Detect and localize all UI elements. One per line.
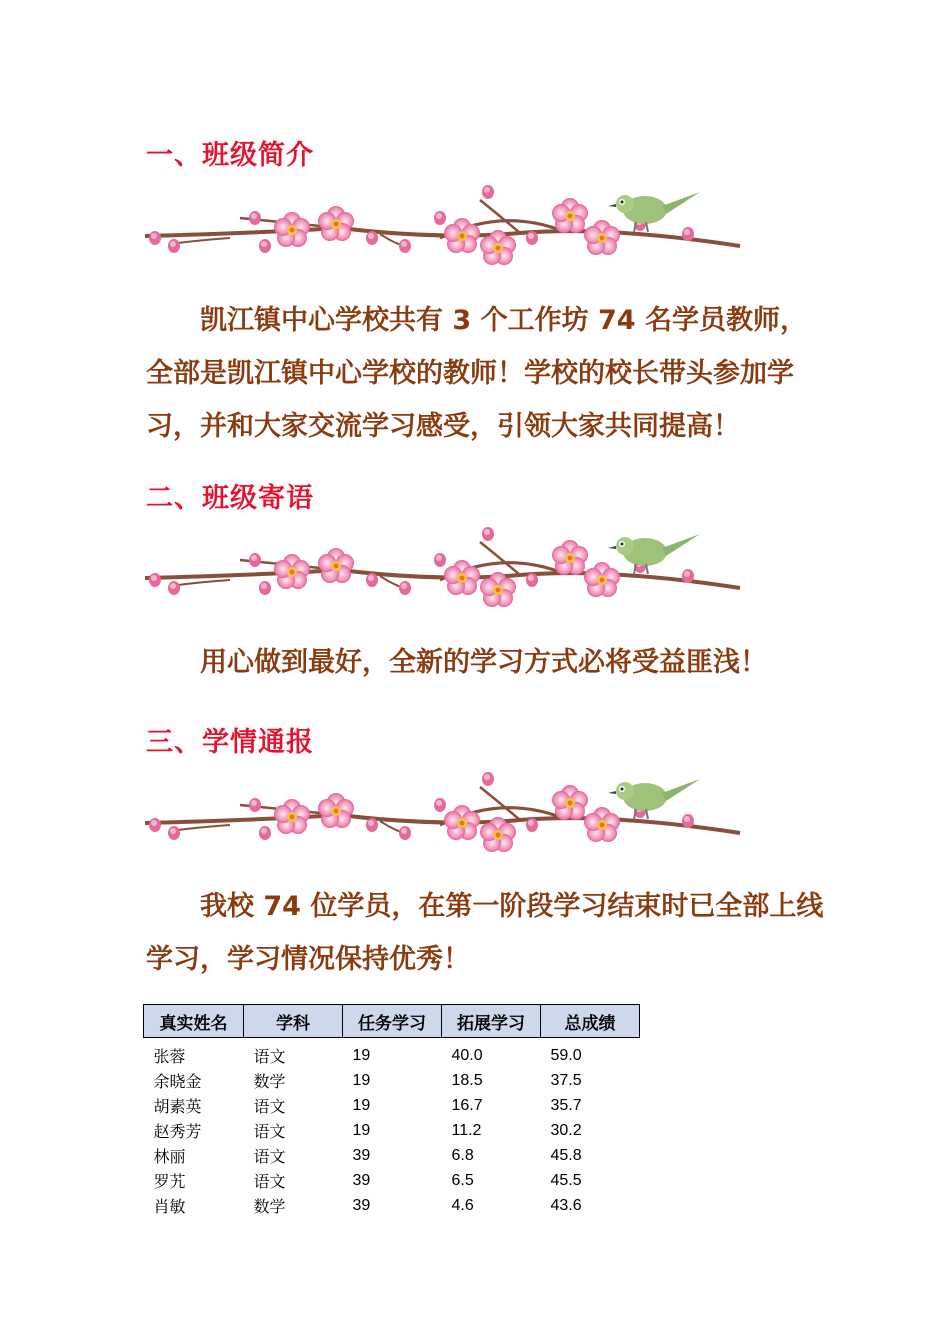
- cell-name: 赵秀芳: [153, 1122, 202, 1141]
- cell-total: 43.6: [550, 1196, 582, 1214]
- column-header-task: 任务学习: [343, 1005, 442, 1038]
- student-scores-table: [143, 1004, 640, 1218]
- cell-extended: 6.5: [451, 1171, 474, 1189]
- table-row: [144, 1093, 640, 1118]
- section-heading-intro: 一、班级简介: [146, 140, 314, 171]
- cell-name: 张蓉: [153, 1047, 186, 1066]
- table-header-row: [144, 1005, 640, 1038]
- cell-total: 45.8: [550, 1146, 582, 1164]
- cell-extended: 11.2: [451, 1121, 482, 1139]
- table-row: [144, 1068, 640, 1093]
- cell-subject: 语文: [253, 1147, 286, 1166]
- cell-task: 19: [352, 1121, 371, 1139]
- section-heading-message: 二、班级寄语: [146, 483, 314, 514]
- table-row: [144, 1193, 640, 1218]
- section-paragraph-intro: 凯江镇中心学校共有 3 个工作坊 74 名学员教师，全部是凯江镇中心学校的教师！学校的校长带头参加学习，并和大家交流学习感受，引领大家共同提高！: [146, 305, 807, 442]
- cell-name: 肖敏: [153, 1197, 186, 1216]
- cell-total: 35.7: [550, 1096, 582, 1114]
- cell-subject: 数学: [253, 1197, 286, 1216]
- column-header-total: 总成绩: [541, 1005, 640, 1038]
- cell-task: 39: [352, 1146, 371, 1164]
- table-row: [144, 1168, 640, 1193]
- table-row: [144, 1143, 640, 1168]
- section-paragraph-report: 我校 74 位学员，在第一阶段学习结束时已全部上线学习，学习情况保持优秀！: [146, 891, 824, 975]
- cell-name: 罗艽: [153, 1172, 186, 1191]
- cell-task: 19: [352, 1096, 371, 1114]
- cell-total: 37.5: [550, 1071, 582, 1089]
- cell-extended: 40.0: [451, 1046, 483, 1064]
- column-header-name: 真实姓名: [144, 1005, 244, 1038]
- plum-blossom-branch-divider: [140, 178, 750, 268]
- cell-total: 45.5: [550, 1171, 582, 1189]
- cell-name: 林丽: [153, 1147, 186, 1166]
- table-row: [144, 1043, 640, 1068]
- cell-total: 30.2: [550, 1121, 582, 1139]
- plum-blossom-branch-divider: [140, 520, 750, 610]
- cell-name: 胡素英: [153, 1097, 202, 1116]
- table-row: [144, 1118, 640, 1143]
- cell-extended: 6.8: [451, 1146, 474, 1164]
- cell-subject: 语文: [253, 1097, 286, 1116]
- plum-blossom-branch-divider: [140, 765, 750, 855]
- cell-subject: 数学: [253, 1072, 286, 1091]
- cell-subject: 语文: [253, 1122, 286, 1141]
- cell-task: 39: [352, 1171, 371, 1189]
- section-heading-report: 三、学情通报: [146, 727, 314, 758]
- cell-extended: 4.6: [451, 1196, 474, 1214]
- column-header-subject: 学科: [244, 1005, 343, 1038]
- cell-extended: 16.7: [451, 1096, 483, 1114]
- cell-task: 19: [352, 1046, 371, 1064]
- section-paragraph-message: 用心做到最好，全新的学习方式必将受益匪浅！: [200, 647, 767, 678]
- cell-subject: 语文: [253, 1172, 286, 1191]
- cell-extended: 18.5: [451, 1071, 483, 1089]
- cell-name: 余晓金: [153, 1072, 202, 1091]
- column-header-extended: 拓展学习: [442, 1005, 541, 1038]
- cell-task: 19: [352, 1071, 371, 1089]
- cell-task: 39: [352, 1196, 371, 1214]
- cell-total: 59.0: [550, 1046, 582, 1064]
- cell-subject: 语文: [253, 1047, 286, 1066]
